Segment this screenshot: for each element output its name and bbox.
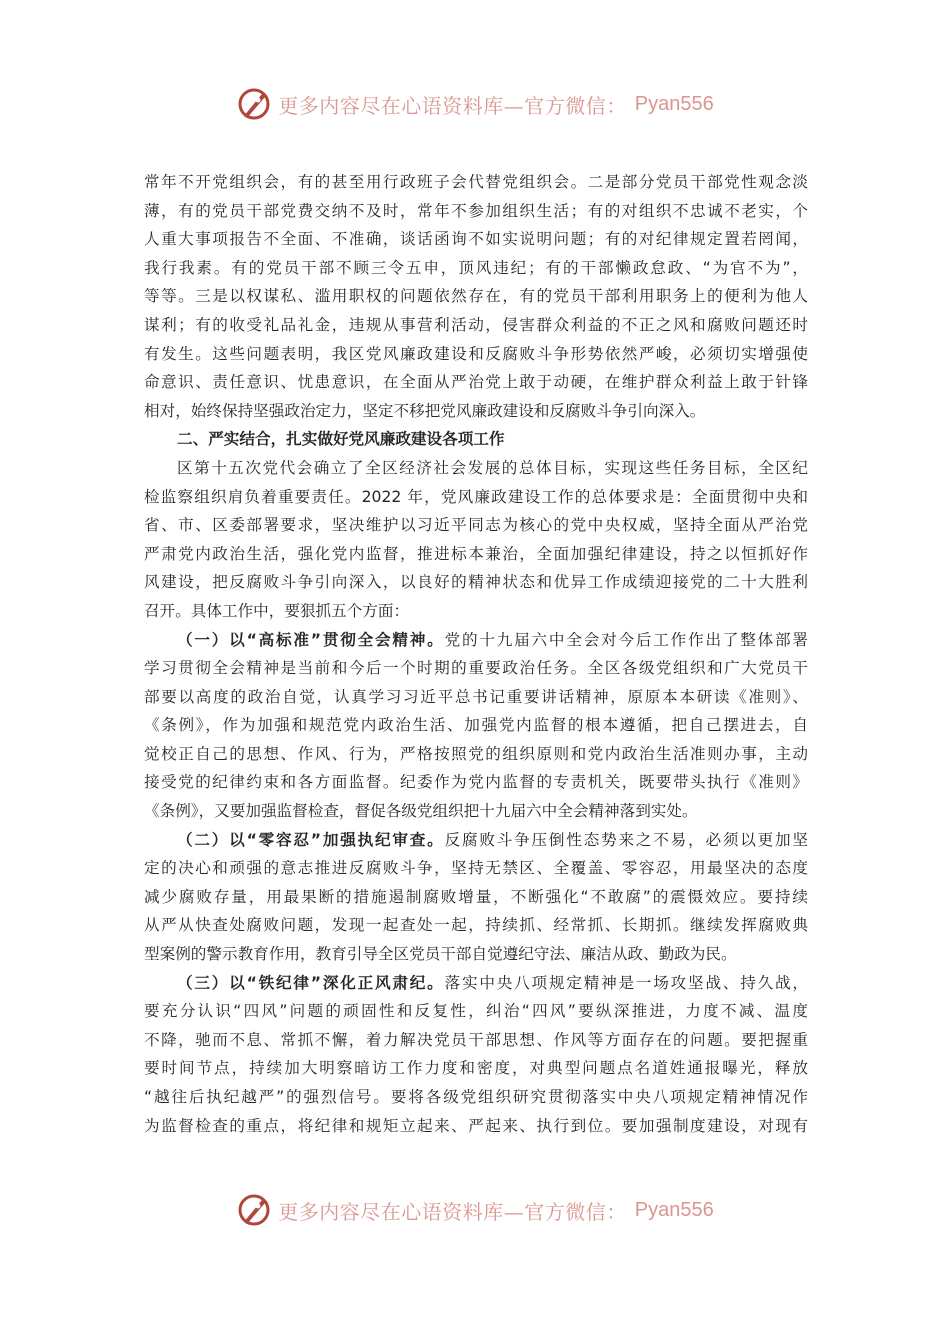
watermark-text: 更多内容尽在心语资料库—官方微信：: [278, 93, 627, 118]
text-line: 我行我素。有的党员干部不顾三令五申，顶风违纪；有的干部懒政怠政、“为官不为”，: [144, 258, 808, 277]
text-line: 接受党的纪律约束和各方面监督。纪委作为党内监督的专责机关，既要带头执行《准则》: [144, 773, 808, 792]
text-line: 要时间节点，持续加大明察暗访工作力度和密度，对典型问题点名道姓通报曝光，释放: [144, 1059, 808, 1078]
pen-circle-logo-icon: [236, 1192, 272, 1228]
text-line: 区第十五次党代会确立了全区经济社会发展的总体目标，实现这些任务目标，全区纪: [177, 458, 808, 477]
text-line: 觉校正自己的思想、作风、行为，严格按照党的组织原则和党内政治生活准则办事，主动: [144, 744, 808, 763]
text-line: 等等。三是以权谋私、滥用职权的问题依然存在，有的党员干部利用职务上的便利为他人: [144, 287, 808, 306]
text-line: 薄，有的党员干部党费交纳不及时，常年不参加组织生活；有的对组织不忠诚不老实，个: [144, 201, 808, 220]
item-3-first-text: 落实中央八项规定精神是一场攻坚战、持久战，: [444, 973, 808, 992]
text-line: 学习贯彻全会精神是当前和今后一个时期的重要政治任务。全区各级党组织和广大党员干: [144, 659, 808, 678]
text-line: 人重大事项报告不全面、不准确，谈话函询不如实说明问题；有的对纪律规定置若罔闻，: [144, 230, 808, 249]
text-line: 减少腐败存量，用最果断的措施遏制腐败增量，不断强化“不敢腐”的震慑效应。要持续: [144, 887, 808, 906]
text-line: 谋利；有的收受礼品礼金，违规从事营利活动，侵害群众利益的不正之风和腐败问题还时: [144, 315, 808, 334]
text-line: 要充分认识“四风”问题的顽固性和反复性，纠治“四风”要纵深推进，力度不减、温度: [144, 1002, 808, 1021]
watermark-text: 更多内容尽在心语资料库—官方微信：: [278, 1199, 627, 1224]
text-line: 省、市、区委部署要求，坚决维护以习近平同志为核心的党中央权威，坚持全面从严治党: [144, 516, 808, 535]
watermark-wechat-id: Pyan556: [634, 92, 714, 115]
section-heading: 二、严实结合，扎实做好党风廉政建设各项工作: [177, 430, 505, 449]
text-line: 召开。具体工作中，要狠抓五个方面：: [144, 601, 410, 620]
item-2-heading: （二）以“零容忍”加强执纪审查。: [177, 830, 445, 849]
text-line: 《条例》，又要加强监督检查，督促各级党组织把十九届六中全会精神落到实处。: [144, 802, 698, 821]
text-line: 定的决心和顽强的意志推进反腐败斗争，坚持无禁区、全覆盖、零容忍，用最坚决的态度: [144, 859, 808, 878]
item-2-first-text: 反腐败斗争压倒性态势来之不易，必须以更加坚: [444, 830, 808, 849]
text-line: 风建设，把反腐败斗争引向深入，以良好的精神状态和优异工作成绩迎接党的二十大胜利: [144, 573, 808, 592]
item-1-first-text: 党的十九届六中全会对今后工作作出了整体部署: [444, 630, 808, 649]
item-3-heading: （三）以“铁纪律”深化正风肃纪。: [177, 973, 445, 992]
text-line: 相对，始终保持坚强政治定力，坚定不移把党风廉政建设和反腐败斗争引向深入。: [144, 401, 706, 420]
item-2-first-line: [144, 826, 808, 855]
document-body: [144, 168, 808, 1140]
item-1-first-line: [144, 626, 808, 655]
text-line: 从严从快查处腐败问题，发现一起查处一起，持续抓、经常抓、长期抓。继续发挥腐败典: [144, 916, 808, 935]
header-watermark: [0, 84, 950, 124]
pen-circle-logo-icon: [236, 86, 272, 122]
text-line: 不降，驰而不息、常抓不懈，着力解决党员干部思想、作风等方面存在的问题。要把握重: [144, 1030, 808, 1049]
footer-watermark: [0, 1190, 950, 1230]
item-1-heading: （一）以“高标准”贯彻全会精神。: [177, 630, 445, 649]
text-line: 严肃党内政治生活，强化党内监督，推进标本兼治，全面加强纪律建设，持之以恒抓好作: [144, 544, 808, 563]
text-line: 有发生。这些问题表明，我区党风廉政建设和反腐败斗争形势依然严峻，必须切实增强使: [144, 344, 808, 363]
text-line: “越往后执纪越严”的强烈信号。要将各级党组织研究贯彻落实中央八项规定精神情况作: [144, 1088, 808, 1106]
text-line: 为监督检查的重点，将纪律和规矩立起来、严起来、执行到位。要加强制度建设，对现有: [144, 1116, 808, 1135]
text-line: 部要以高度的政治自觉，认真学习习近平总书记重要讲话精神，原原本本研读《准则》、: [144, 687, 808, 706]
text-line: 型案例的警示教育作用，教育引导全区党员干部自觉遵纪守法、廉洁从政、勤政为民。: [144, 945, 737, 964]
text-line: 检监察组织肩负着重要责任。2022 年，党风廉政建设工作的总体要求是：全面贯彻中央和: [144, 487, 808, 506]
item-3-first-line: [144, 969, 808, 998]
text-line: 《条例》，作为加强和规范党内政治生活、加强党内监督的根本遵循，把自己摆进去，自: [144, 716, 808, 735]
watermark-wechat-id: Pyan556: [634, 1198, 714, 1221]
text-line: 命意识、责任意识、忧患意识，在全面从严治党上敢于动硬，在维护群众利益上敢于针锋: [144, 373, 808, 392]
text-line: 常年不开党组织会，有的甚至用行政班子会代替党组织会。二是部分党员干部党性观念淡: [144, 173, 808, 191]
